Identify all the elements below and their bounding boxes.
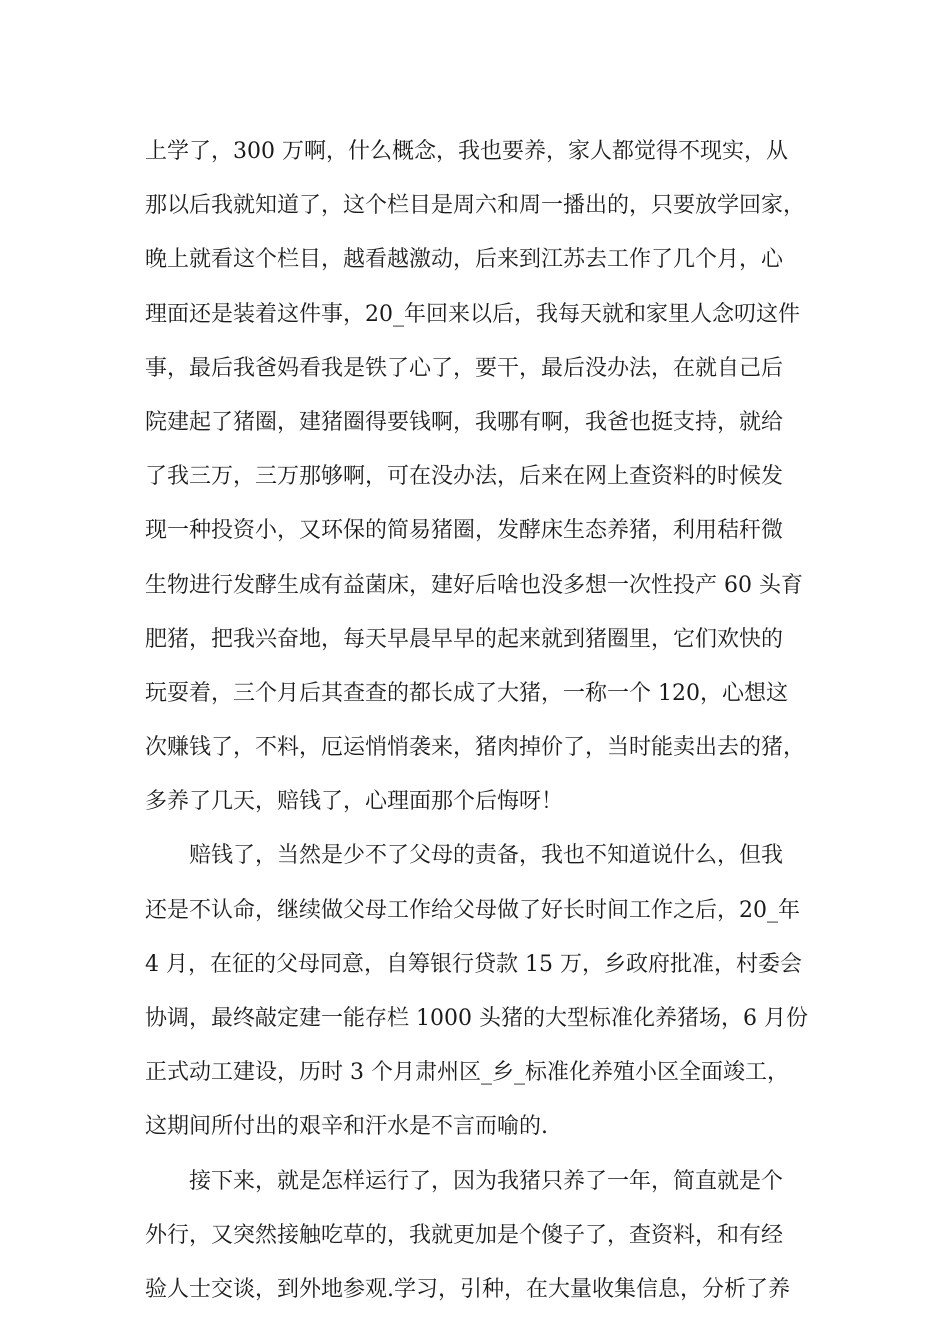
text-line: 了我三万，三万那够啊，可在没办法，后来在网上查资料的时候发 (145, 464, 784, 490)
body-text (145, 125, 835, 1317)
text-line: 玩耍着，三个月后其查查的都长成了大猪，一称一个 120，心想这 (145, 680, 788, 706)
text-line: 晚上就看这个栏目，越看越激动，后来到江苏去工作了几个月，心 (145, 247, 784, 273)
text-line: 这期间所付出的艰辛和汗水是不言而喻的. (145, 1114, 548, 1140)
text-line: 理面还是装着这件事，20_年回来以后，我每天就和家里人念叨这件 (145, 301, 800, 327)
text-line: 肥猪，把我兴奋地，每天早晨早早的起来就到猪圈里，它们欢快的 (145, 626, 784, 652)
text-line: 还是不认命，继续做父母工作给父母做了好长时间工作之后，20_年 (145, 897, 800, 923)
text-line: 正式动工建设，历时 3 个月肃州区_乡_标准化养殖小区全面竣工， (145, 1060, 789, 1086)
text-line: 外行，又突然接触吃草的，我就更加是个傻子了，查资料，和有经 (145, 1222, 784, 1248)
text-line: 多养了几天，赔钱了，心理面那个后悔呀！ (145, 789, 564, 815)
text-line: 协调，最终敲定建一能存栏 1000 头猪的大型标准化养猪场，6 月份 (145, 1006, 808, 1031)
paragraph-first-line: 接下来，就是怎样运行了，因为我猪只养了一年，简直就是个 (189, 1168, 784, 1194)
text-line: 那以后我就知道了，这个栏目是周六和周一播出的，只要放学回家， (145, 193, 806, 219)
text-line: 院建起了猪圈，建猪圈得要钱啊，我哪有啊，我爸也挺支持，就给 (145, 409, 784, 435)
text-line: 事，最后我爸妈看我是铁了心了，要干，最后没办法，在就自己后 (145, 355, 784, 381)
text-line: 4 月，在征的父母同意，自筹银行贷款 15 万，乡政府批准，村委会 (145, 951, 802, 977)
text-line: 生物进行发酵生成有益菌床，建好后啥也没多想一次性投产 60 头育 (145, 572, 803, 598)
text-line: 现一种投资小，又环保的简易猪圈，发酵床生态养猪，利用秸秆微 (145, 518, 784, 544)
text-line: 上学了，300 万啊，什么概念，我也要养，家人都觉得不现实，从 (145, 139, 788, 164)
paragraph-first-line: 赔钱了，当然是少不了父母的责备，我也不知道说什么，但我 (189, 843, 784, 869)
text-line: 次赚钱了，不料，厄运悄悄袭来，猪肉掉价了，当时能卖出去的猪， (145, 735, 806, 761)
text-line: 验人士交谈，到外地参观.学习，引种，在大量收集信息，分析了养 (145, 1276, 790, 1302)
